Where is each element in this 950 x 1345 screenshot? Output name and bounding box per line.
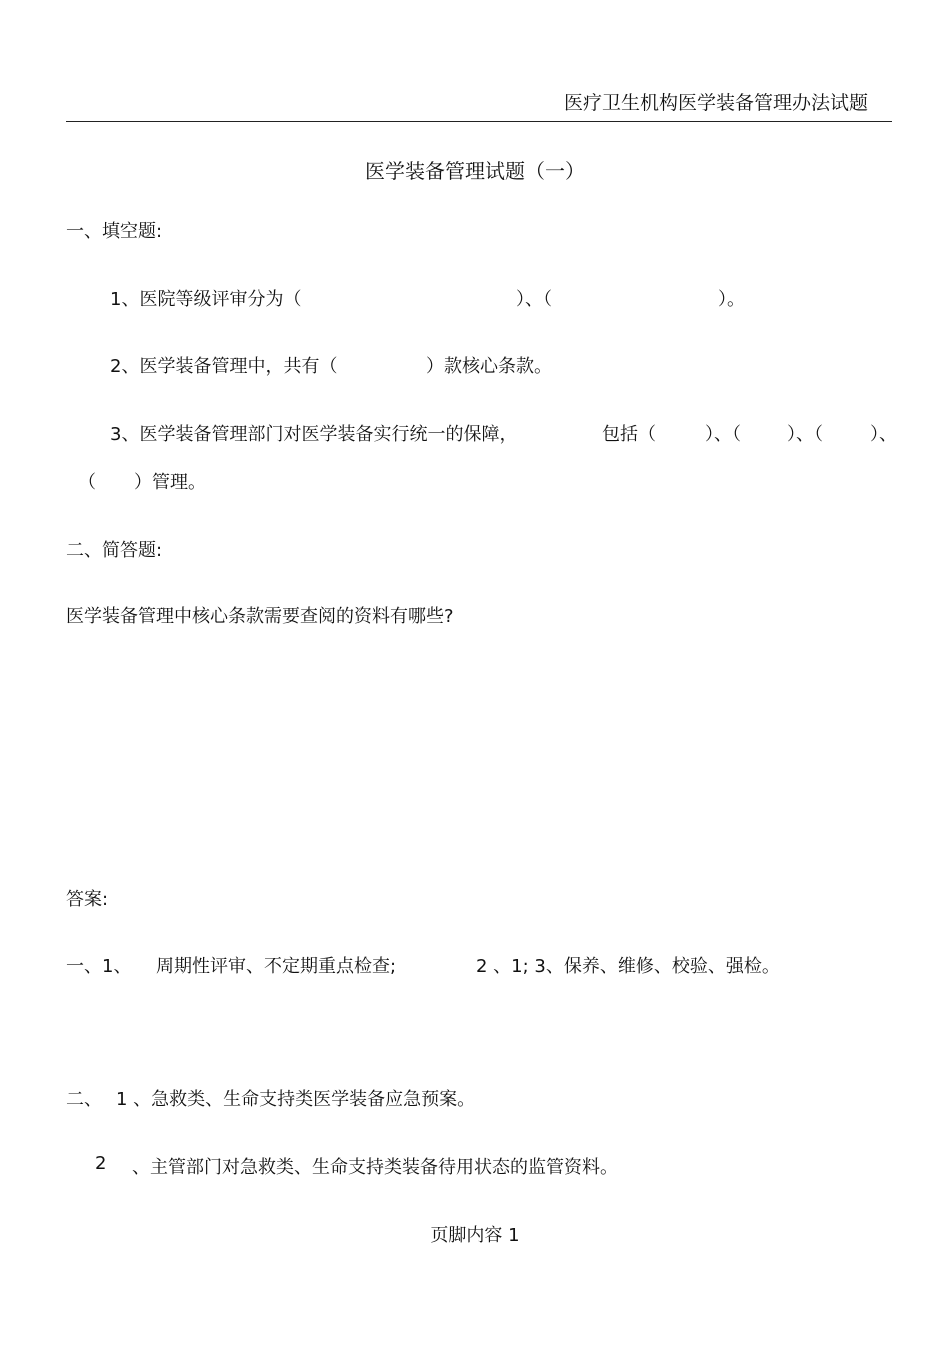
answer-line-1-part-a: 一、1、 [66,956,132,977]
answer-line-2-part-b: 1 、急救类、生命支持类医学装备应急预案。 [116,1089,476,1110]
page-footer: 页脚内容 1 [430,1225,520,1246]
question-2-part-a: 2、医学装备管理中，共有（ [110,356,338,377]
page-header-title: 医疗卫生机构医学装备管理办法试题 [563,92,868,114]
question-3-part-d: ）、（ [787,424,823,445]
question-1-part-b: ）、（ [516,289,552,310]
question-2-part-b: ）款核心条款。 [426,356,552,377]
question-3-part-f: （ [78,472,96,493]
question-3-part-b: 包括（ [602,424,656,445]
question-1-part-c: ）。 [718,289,745,310]
question-3-part-e: ）、 [870,424,897,445]
question-1-part-a: 1、医院等级评审分为（ [110,289,302,310]
answer-line-3-part-a: 2 [95,1153,107,1174]
document-title: 医学装备管理试题（一） [365,159,585,183]
question-3-part-g: ）管理。 [134,472,206,493]
answer-line-1-part-c: 2 、1; 3、保养、维修、校验、强检。 [476,956,780,977]
question-3-part-c: ）、（ [705,424,741,445]
section1-heading: 一、填空题: [66,221,163,242]
answer-line-1-part-b: 周期性评审、不定期重点检查; [156,956,397,977]
answer-line-3-part-b: 、主管部门对急救类、生命支持类装备待用状态的监管资料。 [132,1157,618,1178]
section2-question: 医学装备管理中核心条款需要查阅的资料有哪些? [66,606,454,627]
header-divider [66,121,892,122]
section2-heading: 二、简答题: [66,540,163,561]
answers-heading: 答案: [66,889,109,910]
answer-line-2-part-a: 二、 [66,1089,102,1110]
question-3-part-a: 3、医学装备管理部门对医学装备实行统一的保障， [110,424,518,445]
